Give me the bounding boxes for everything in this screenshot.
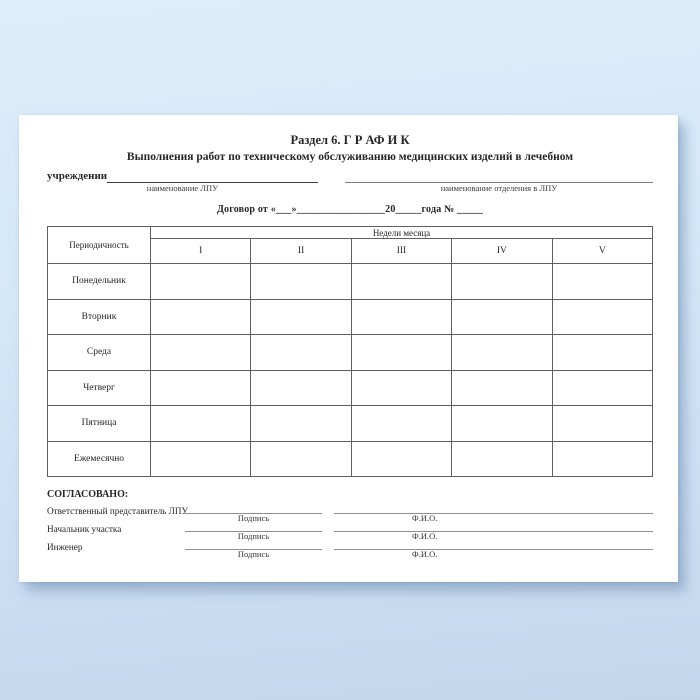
period-row-label: Четверг (48, 370, 151, 406)
document-subtitle: Выполнения работ по техническому обслуживанию медицинских изделий в лечебном (126, 151, 574, 163)
schedule-cell (151, 406, 251, 442)
schedule-cell (151, 370, 251, 406)
period-row-label: Понедельник (48, 264, 151, 300)
schedule-cell (452, 406, 552, 442)
schedule-cell (151, 441, 251, 477)
schedule-cell (552, 406, 652, 442)
name-line (334, 522, 653, 532)
week-column-header: V (552, 239, 652, 264)
agreed-heading: СОГЛАСОВАНО: (47, 489, 129, 500)
schedule-cell (251, 335, 351, 371)
week-column-header: IV (452, 239, 552, 264)
table-row (48, 264, 653, 300)
week-column-header: II (251, 239, 351, 264)
table-row (48, 406, 653, 442)
schedule-cell (452, 370, 552, 406)
department-caption: наименование отделения в ЛПУ (440, 183, 558, 193)
week-column-header: I (151, 239, 251, 264)
schedule-cell (251, 370, 351, 406)
schedule-cell (351, 441, 451, 477)
schedule-cell (452, 441, 552, 477)
institution-blank-line (107, 170, 318, 183)
period-row-label: Вторник (48, 299, 151, 335)
name-caption: Ф.И.О. (412, 549, 438, 559)
document-title: Раздел 6. Г Р АФ И К (290, 133, 410, 147)
document-page (19, 115, 678, 582)
table-row (48, 441, 653, 477)
department-blank-line (345, 170, 653, 183)
schedule-cell (452, 264, 552, 300)
signature-row (47, 522, 653, 540)
institution-label: учреждении (47, 170, 108, 182)
signature-block (47, 504, 653, 558)
schedule-cell (251, 441, 351, 477)
signature-role-label: Начальник участка (47, 524, 122, 534)
periodicity-header: Периодичность (48, 227, 151, 264)
schedule-cell (552, 370, 652, 406)
schedule-cell (351, 264, 451, 300)
schedule-cell (151, 264, 251, 300)
schedule-cell (351, 370, 451, 406)
caption-gap (318, 183, 345, 194)
signature-role-label: Инженер (47, 542, 83, 552)
schedule-cell (351, 335, 451, 371)
schedule-cell (552, 335, 652, 371)
name-caption: Ф.И.О. (412, 531, 438, 541)
schedule-table (47, 226, 653, 477)
schedule-cell (251, 406, 351, 442)
signature-row (47, 540, 653, 558)
period-row-label: Ежемесячно (48, 441, 151, 477)
schedule-cell (351, 406, 451, 442)
schedule-cell (552, 264, 652, 300)
table-row (48, 335, 653, 371)
signature-role-label: Ответственный представитель ЛПУ (47, 506, 189, 516)
schedule-cell (552, 441, 652, 477)
signature-caption: Подпись (237, 531, 270, 541)
contract-line: Договор от «___»_________________20_____года № _____ (216, 204, 484, 215)
weeks-header: Недели месяца (151, 227, 653, 239)
name-caption: Ф.И.О. (412, 513, 438, 523)
schedule-cell (552, 299, 652, 335)
schedule-cell (151, 335, 251, 371)
institution-line (47, 170, 653, 183)
name-line (334, 504, 653, 514)
schedule-cell (251, 299, 351, 335)
period-row-label: Среда (48, 335, 151, 371)
period-row-label: Пятница (48, 406, 151, 442)
schedule-cell (452, 299, 552, 335)
schedule-cell (151, 299, 251, 335)
schedule-cell (251, 264, 351, 300)
lpu-caption: наименование ЛПУ (146, 183, 219, 193)
schedule-cell (452, 335, 552, 371)
signature-caption: Подпись (237, 513, 270, 523)
institution-left-segment (47, 170, 318, 183)
signature-row (47, 504, 653, 522)
table-row (48, 370, 653, 406)
blank-captions-row (47, 183, 653, 194)
week-column-header: III (351, 239, 451, 264)
name-line (334, 540, 653, 550)
table-row (48, 299, 653, 335)
schedule-cell (351, 299, 451, 335)
signature-caption: Подпись (237, 549, 270, 559)
